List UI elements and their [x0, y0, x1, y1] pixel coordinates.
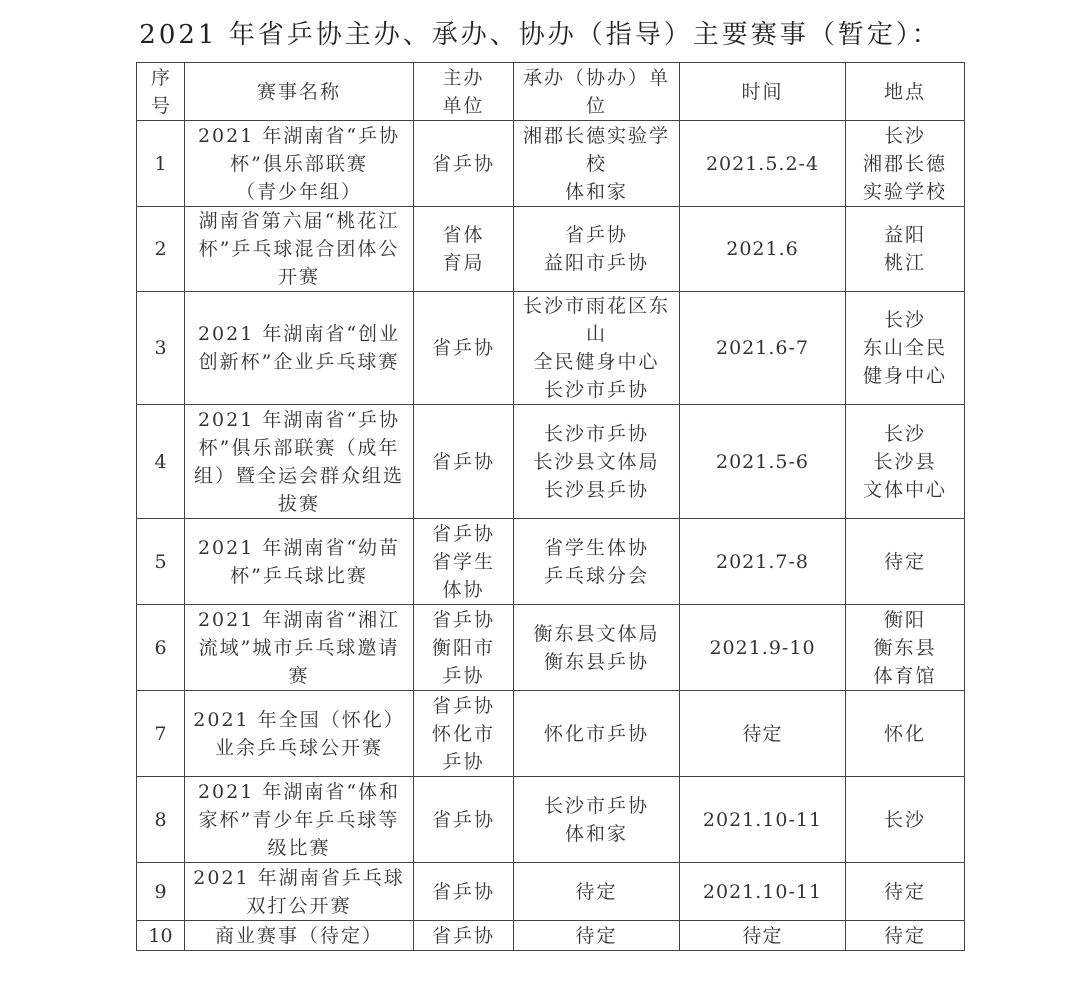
- header-serial-number: 序 号: [137, 63, 185, 121]
- organizer-unit: 待定: [514, 863, 680, 921]
- event-date: 2021.5-6: [680, 405, 846, 519]
- row-number: 2: [137, 207, 185, 292]
- table-row: [137, 207, 965, 292]
- event-name: 2021 年湖南省“湘江 流域”城市乒乓球邀请 赛: [185, 605, 414, 691]
- table-row: [137, 863, 965, 921]
- event-name: 湖南省第六届“桃花江 杯”乒乓球混合团体公 开赛: [185, 207, 414, 292]
- event-venue: 衡阳 衡东县 体育馆: [846, 605, 965, 691]
- event-date: 2021.9-10: [680, 605, 846, 691]
- organizer-unit: 省学生体协 乒乓球分会: [514, 519, 680, 605]
- organizer-unit: 省乒协 益阳市乒协: [514, 207, 680, 292]
- host-unit: 省乒协 衡阳市 乒协: [414, 605, 514, 691]
- organizer-unit: 长沙市乒协 长沙县文体局 长沙县乒协: [514, 405, 680, 519]
- row-number: 8: [137, 777, 185, 863]
- event-date: 待定: [680, 921, 846, 951]
- host-unit: 省乒协 怀化市 乒协: [414, 691, 514, 777]
- event-venue: 怀化: [846, 691, 965, 777]
- event-name: 2021 年湖南省“创业 创新杯”企业乒乓球赛: [185, 292, 414, 405]
- event-date: 2021.10-11: [680, 863, 846, 921]
- event-venue: 长沙 长沙县 文体中心: [846, 405, 965, 519]
- table-row: [137, 777, 965, 863]
- events-table: [136, 62, 965, 951]
- host-unit: 省乒协: [414, 405, 514, 519]
- event-venue: 长沙 湘郡长德 实验学校: [846, 121, 965, 207]
- row-number: 10: [137, 921, 185, 951]
- host-unit: 省乒协 省学生 体协: [414, 519, 514, 605]
- row-number: 5: [137, 519, 185, 605]
- event-date: 2021.10-11: [680, 777, 846, 863]
- table-row: [137, 921, 965, 951]
- header-venue: 地点: [846, 63, 965, 121]
- event-name: 2021 年湖南省“幼苗 杯”乒乓球比赛: [185, 519, 414, 605]
- table-header-row: [137, 63, 965, 121]
- organizer-unit: 湘郡长德实验学校 体和家: [514, 121, 680, 207]
- host-unit: 省体 育局: [414, 207, 514, 292]
- event-date: 2021.7-8: [680, 519, 846, 605]
- host-unit: 省乒协: [414, 121, 514, 207]
- event-name: 2021 年全国（怀化） 业余乒乓球公开赛: [185, 691, 414, 777]
- row-number: 9: [137, 863, 185, 921]
- host-unit: 省乒协: [414, 863, 514, 921]
- organizer-unit: 长沙市雨花区东山 全民健身中心 长沙市乒协: [514, 292, 680, 405]
- event-name: 2021 年湖南省乒乓球 双打公开赛: [185, 863, 414, 921]
- host-unit: 省乒协: [414, 777, 514, 863]
- organizer-unit: 长沙市乒协 体和家: [514, 777, 680, 863]
- event-venue: 长沙 东山全民 健身中心: [846, 292, 965, 405]
- host-unit: 省乒协: [414, 292, 514, 405]
- table-row: [137, 292, 965, 405]
- document-title: 2021 年省乒协主办、承办、协办（指导）主要赛事（暂定）：: [139, 20, 941, 50]
- row-number: 6: [137, 605, 185, 691]
- event-venue: 长沙: [846, 777, 965, 863]
- event-date: 2021.6-7: [680, 292, 846, 405]
- row-number: 1: [137, 121, 185, 207]
- header-organizer: 承办（协办）单位: [514, 63, 680, 121]
- event-venue: 待定: [846, 921, 965, 951]
- organizer-unit: 待定: [514, 921, 680, 951]
- event-name: 2021 年湖南省“体和 家杯”青少年乒乓球等 级比赛: [185, 777, 414, 863]
- event-venue: 益阳 桃江: [846, 207, 965, 292]
- table-row: [137, 605, 965, 691]
- event-name: 2021 年湖南省“乒协 杯”俱乐部联赛（成年 组）暨全运会群众组选 拔赛: [185, 405, 414, 519]
- row-number: 3: [137, 292, 185, 405]
- event-name: 商业赛事（待定）: [185, 921, 414, 951]
- event-name: 2021 年湖南省“乒协 杯”俱乐部联赛 （青少年组）: [185, 121, 414, 207]
- row-number: 7: [137, 691, 185, 777]
- table-row: [137, 519, 965, 605]
- event-date: 待定: [680, 691, 846, 777]
- event-date: 2021.5.2-4: [680, 121, 846, 207]
- table-row: [137, 405, 965, 519]
- table-row: [137, 121, 965, 207]
- header-event-name: 赛事名称: [185, 63, 414, 121]
- host-unit: 省乒协: [414, 921, 514, 951]
- header-host: 主办 单位: [414, 63, 514, 121]
- event-venue: 待定: [846, 519, 965, 605]
- event-date: 2021.6: [680, 207, 846, 292]
- event-venue: 待定: [846, 863, 965, 921]
- organizer-unit: 衡东县文体局 衡东县乒协: [514, 605, 680, 691]
- organizer-unit: 怀化市乒协: [514, 691, 680, 777]
- table-row: [137, 691, 965, 777]
- header-date: 时间: [680, 63, 846, 121]
- row-number: 4: [137, 405, 185, 519]
